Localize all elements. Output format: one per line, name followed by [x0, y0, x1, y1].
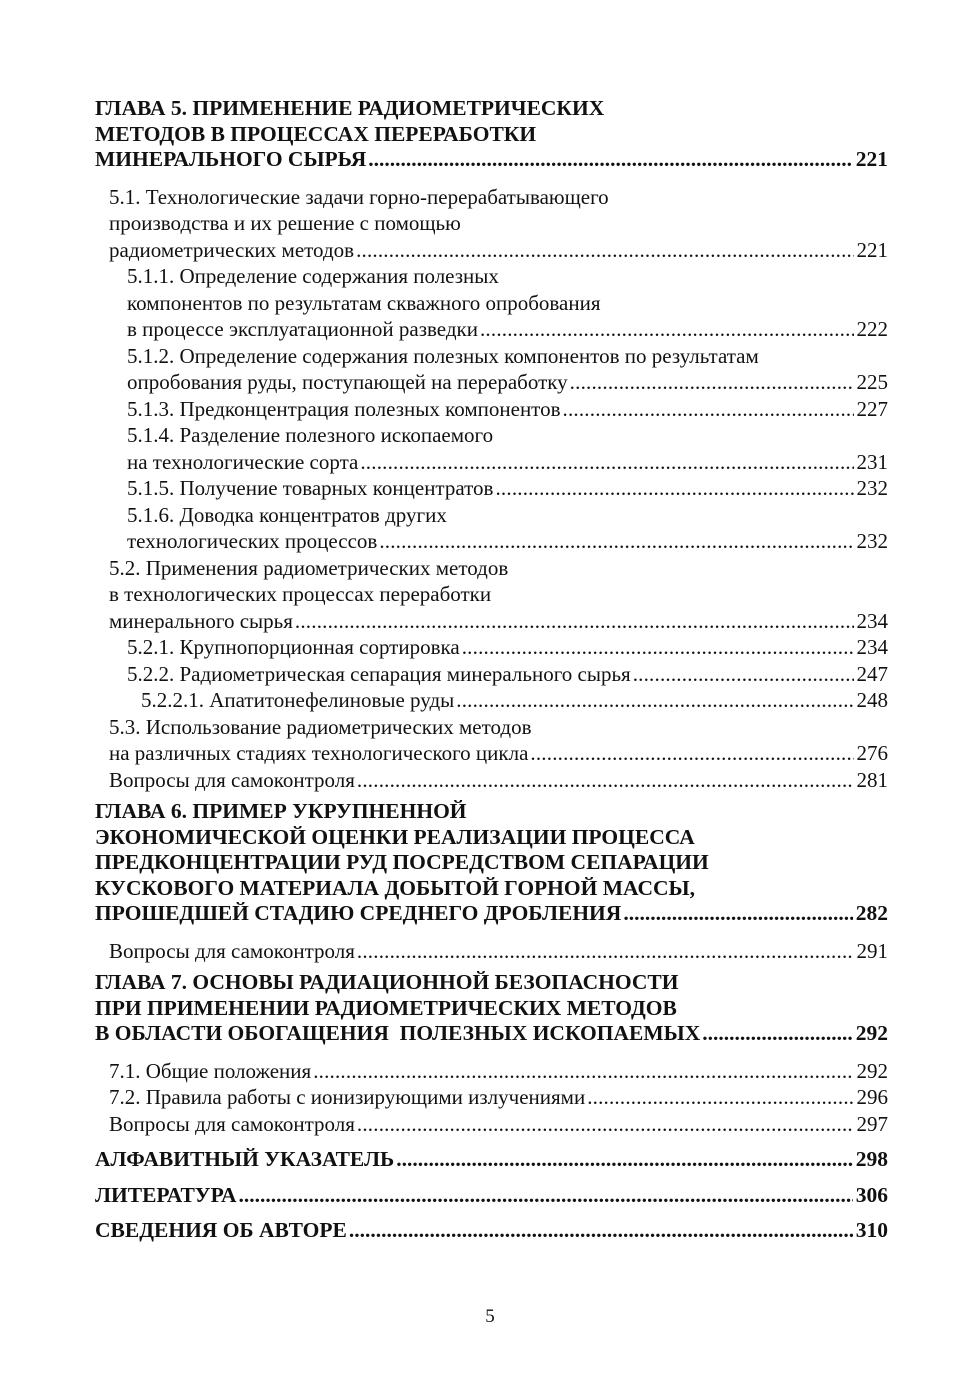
chapter-title-line: СВЕДЕНИЯ ОБ АВТОРЕ — [95, 1218, 347, 1242]
page-ref: 232 — [856, 529, 888, 553]
page-ref: 234 — [856, 635, 888, 659]
entry-line: технологических процессов — [127, 529, 378, 553]
entry-line: 5.2.2. Радиометрическая сепарация минерального сырья — [127, 661, 631, 686]
page-ref: 306 — [855, 1182, 888, 1207]
toc-entry-5-1-5 — [95, 475, 888, 502]
toc-entry-5-2-1 — [95, 634, 888, 661]
page-ref: 292 — [856, 1058, 888, 1083]
dot-leader — [587, 1084, 853, 1111]
toc-entry-5-1-3 — [95, 396, 888, 423]
toc-entry-5-1-1 — [95, 263, 888, 343]
dot-leader — [357, 767, 854, 794]
chapter-title-line: ЭКОНОМИЧЕСКОЙ ОЦЕНКИ РЕАЛИЗАЦИИ ПРОЦЕССА — [95, 824, 695, 849]
toc-entry-5-1-6 — [95, 502, 888, 555]
dot-leader — [623, 901, 852, 927]
entry-line: 5.2.2.1. Апатитонефелиновые руды — [141, 688, 455, 712]
entry-line: в процессе эксплуатационной разведки — [127, 317, 478, 341]
page-ref: 225 — [856, 370, 888, 394]
page-ref: 221 — [855, 147, 888, 171]
page-ref: 291 — [856, 938, 888, 963]
entry-line: 5.1.5. Получение товарных концентратов — [127, 476, 494, 500]
dot-leader — [462, 634, 854, 661]
page-ref: 231 — [856, 449, 888, 474]
entry-line: 5.2. Применения радиометрических методов — [109, 555, 509, 580]
toc-entry-5-2-2 — [95, 661, 888, 688]
page-ref: 222 — [856, 317, 888, 341]
toc-chapter-7 — [95, 970, 888, 1047]
page-ref: 310 — [855, 1218, 888, 1242]
toc-entry-questions-5 — [95, 767, 888, 794]
dot-leader — [313, 1058, 853, 1085]
toc-entry-7-2 — [95, 1084, 888, 1111]
page-ref: 221 — [856, 237, 888, 262]
dot-leader — [530, 740, 853, 767]
dot-leader — [570, 369, 854, 396]
table-of-contents — [95, 96, 888, 1244]
entry-line: 5.1.1. Определение содержания полезных — [127, 264, 499, 288]
toc-section-list — [95, 184, 888, 794]
entry-line: 5.1.3. Предконцентрация полезных компонентов — [127, 396, 561, 421]
toc-chapter-6 — [95, 799, 888, 927]
page-ref: 298 — [855, 1147, 888, 1171]
entry-line: 5.3. Использование радиометрических методов — [109, 714, 532, 739]
chapter-title-line: ГЛАВА 7. ОСНОВЫ РАДИАЦИОННОЙ БЕЗОПАСНОСТИ — [95, 970, 679, 994]
page-number: 5 — [485, 1306, 495, 1327]
page-ref: 296 — [856, 1085, 888, 1109]
entry-line: 7.2. Правила работы с ионизирующими излучениями — [109, 1085, 586, 1109]
entry-line: 5.1.2. Определение содержания полезных компонентов по результатам — [127, 343, 759, 368]
chapter-title-line: МЕТОДОВ В ПРОЦЕССАХ ПЕРЕРАБОТКИ — [95, 121, 537, 146]
entry-line: производства и их решение с помощью — [109, 211, 461, 235]
dot-leader — [633, 661, 854, 688]
chapter-title-line: ЛИТЕРАТУРА — [95, 1182, 237, 1207]
page-ref: 232 — [856, 476, 888, 500]
toc-entry-7-1 — [95, 1058, 888, 1085]
entry-line: 5.1.6. Доводка концентратов других — [127, 502, 447, 527]
dot-leader — [456, 687, 853, 714]
page-ref: 247 — [856, 661, 888, 686]
dot-leader — [563, 396, 854, 423]
dot-leader — [357, 1111, 854, 1138]
entry-line: 5.2.1. Крупнопорционная сортировка — [127, 635, 460, 659]
entry-line: радиометрических методов — [109, 237, 355, 262]
dot-leader — [396, 1147, 853, 1173]
page-ref: 292 — [855, 1021, 888, 1045]
page-ref: 227 — [856, 396, 888, 421]
dot-leader — [480, 316, 854, 343]
toc-about-author — [95, 1218, 888, 1244]
dot-leader — [702, 1021, 853, 1047]
entry-line: Вопросы для самоконтроля — [109, 938, 355, 963]
chapter-title-line: ГЛАВА 5. ПРИМЕНЕНИЕ РАДИОМЕТРИЧЕСКИХ — [95, 96, 605, 120]
toc-entry-questions-6 — [95, 938, 888, 965]
dot-leader — [356, 237, 853, 264]
toc-entry-5-3 — [95, 714, 888, 767]
page-ref: 234 — [856, 608, 888, 633]
dot-leader — [360, 449, 853, 476]
dot-leader — [495, 475, 853, 502]
toc-entry-5-1-2 — [95, 343, 888, 396]
chapter-title-line: КУСКОВОГО МАТЕРИАЛА ДОБЫТОЙ ГОРНОЙ МАССЫ, — [95, 875, 696, 900]
chapter-title-line: АЛФАВИТНЫЙ УКАЗАТЕЛЬ — [95, 1147, 395, 1171]
page-ref: 248 — [856, 688, 888, 712]
toc-entry-5-2-2-1 — [95, 687, 888, 714]
page-ref: 297 — [856, 1111, 888, 1136]
page-ref: 276 — [856, 741, 888, 765]
entry-line: 5.1.4. Разделение полезного ископаемого — [127, 423, 494, 447]
toc-entry-5-2 — [95, 555, 888, 635]
page-ref: 282 — [855, 901, 888, 925]
toc-literature — [95, 1183, 888, 1209]
toc-chapter-5 — [95, 96, 888, 173]
entry-line: 5.1. Технологические задачи горно-перерабатывающего — [109, 184, 609, 209]
entry-line: Вопросы для самоконтроля — [109, 767, 355, 792]
page-ref: 281 — [856, 767, 888, 792]
chapter-title-line: МИНЕРАЛЬНОГО СЫРЬЯ — [95, 147, 367, 171]
entry-line: опробования руды, поступающей на переработку — [127, 370, 568, 394]
dot-leader — [357, 938, 854, 965]
toc-alphabetical-index — [95, 1147, 888, 1173]
entry-line: Вопросы для самоконтроля — [109, 1111, 355, 1136]
entry-line: компонентов по результатам скважного опробования — [127, 290, 601, 315]
entry-line: в технологических процессах переработки — [109, 582, 492, 606]
chapter-title-line: ПРЕДКОНЦЕНТРАЦИИ РУД ПОСРЕДСТВОМ СЕПАРАЦИИ — [95, 850, 709, 874]
dot-leader — [238, 1183, 852, 1209]
chapter-title-line: В ОБЛАСТИ ОБОГАЩЕНИЯ ПОЛЕЗНЫХ ИСКОПАЕМЫХ — [95, 1021, 701, 1045]
dot-leader — [379, 528, 853, 555]
toc-entry-5-1 — [95, 184, 888, 264]
dot-leader — [295, 608, 854, 635]
dot-leader — [368, 147, 852, 173]
entry-line: на различных стадиях технологического цикла — [109, 741, 529, 765]
entry-line: 7.1. Общие положения — [109, 1058, 312, 1083]
toc-entry-5-1-4 — [95, 422, 888, 475]
dot-leader — [349, 1218, 853, 1244]
chapter-title-line: ПРИ ПРИМЕНЕНИИ РАДИОМЕТРИЧЕСКИХ МЕТОДОВ — [95, 995, 677, 1020]
toc-entry-questions-7 — [95, 1111, 888, 1138]
entry-line: на технологические сорта — [127, 449, 359, 474]
chapter-title-line: ГЛАВА 6. ПРИМЕР УКРУПНЕННОЙ — [95, 799, 467, 823]
entry-line: минерального сырья — [109, 608, 293, 633]
chapter-title-line: ПРОШЕДШЕЙ СТАДИЮ СРЕДНЕГО ДРОБЛЕНИЯ — [95, 901, 622, 925]
